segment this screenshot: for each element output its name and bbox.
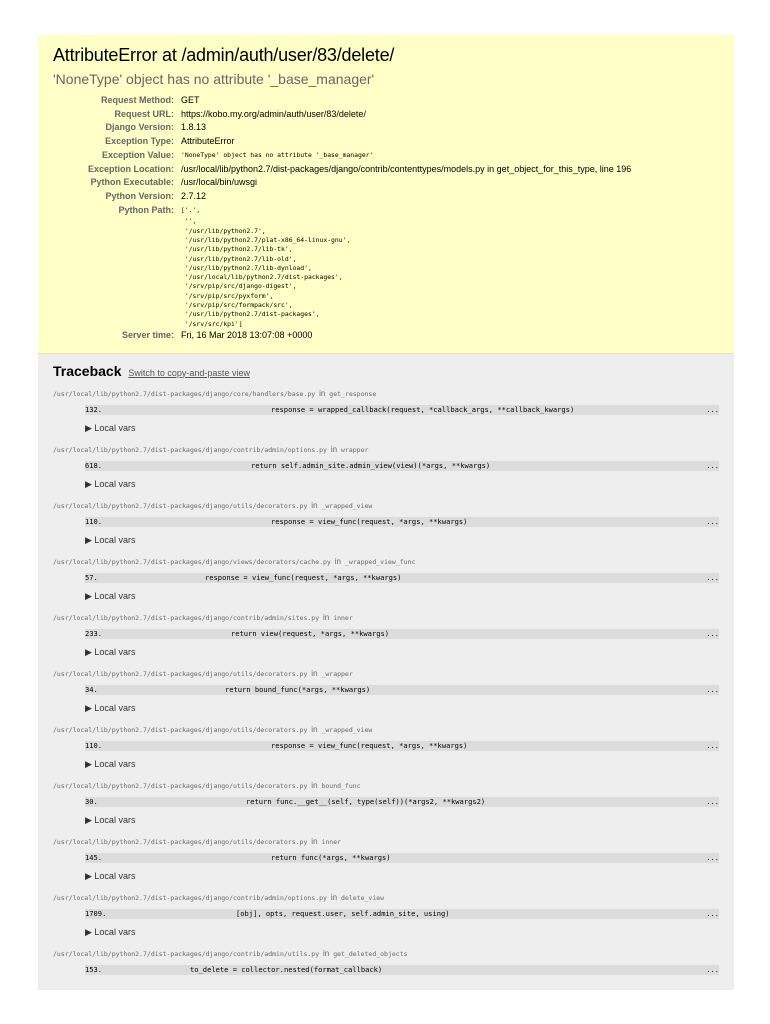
meta-value: 'NoneType' object has no attribute '_base_manager' bbox=[181, 150, 374, 159]
frame-function: get_deleted_objects bbox=[333, 949, 408, 958]
context-line[interactable] bbox=[85, 573, 719, 583]
meta-label: Server time: bbox=[121, 329, 174, 340]
local-vars-toggle[interactable]: ▶ Local vars bbox=[85, 814, 136, 825]
local-vars-toggle[interactable]: ▶ Local vars bbox=[85, 478, 136, 489]
meta-value: GET bbox=[181, 95, 200, 105]
expand-context-dots[interactable]: ... bbox=[706, 908, 719, 918]
code-snippet: [obj], opts, request.user, self.admin_site, using) bbox=[236, 908, 450, 918]
frame-in-word: in bbox=[311, 724, 318, 734]
traceback-title: Traceback bbox=[53, 362, 122, 379]
frame-function: delete_view bbox=[341, 893, 385, 902]
context-line[interactable] bbox=[85, 797, 719, 807]
frame-function: wrapper bbox=[341, 445, 369, 454]
frame-location bbox=[53, 892, 719, 904]
line-number: 145. bbox=[85, 852, 103, 862]
code-snippet: return view(request, *args, **kwargs) bbox=[231, 628, 390, 638]
meta-label: Django Version: bbox=[105, 122, 174, 133]
meta-value: Fri, 16 Mar 2018 13:07:08 +0000 bbox=[181, 329, 313, 340]
python-path-entry: '/srv/pip/src/pyxform', bbox=[181, 291, 274, 300]
line-number: 1709. bbox=[85, 908, 107, 918]
frame-location bbox=[53, 724, 719, 736]
meta-label: Exception Value: bbox=[101, 149, 174, 160]
frame-location bbox=[53, 388, 719, 400]
context-line[interactable] bbox=[85, 405, 719, 415]
python-path-entry: ['.', bbox=[181, 205, 201, 214]
frame-file-path: /usr/local/lib/python2.7/dist-packages/django/utils/decorators.py bbox=[53, 725, 308, 734]
frame-function: get_response bbox=[329, 389, 377, 398]
python-path-entry: '/usr/lib/python2.7', bbox=[181, 226, 266, 235]
traceback-section bbox=[38, 354, 734, 990]
line-number: 30. bbox=[85, 796, 98, 806]
frame-in-word: in bbox=[311, 500, 318, 510]
frame-file-path: /usr/local/lib/python2.7/dist-packages/django/utils/decorators.py bbox=[53, 669, 308, 678]
frame-in-word: in bbox=[323, 948, 330, 958]
code-snippet: response = view_func(request, *args, **kwargs) bbox=[271, 740, 468, 750]
code-snippet: return func(*args, **kwargs) bbox=[271, 852, 391, 862]
frame-in-word: in bbox=[311, 780, 318, 790]
python-path-entry: '/usr/lib/python2.7/lib-tk', bbox=[181, 245, 293, 254]
line-number: 618. bbox=[85, 460, 103, 470]
frame-file-path: /usr/local/lib/python2.7/dist-packages/django/views/decorators/cache.py bbox=[53, 557, 331, 566]
local-vars-toggle[interactable]: ▶ Local vars bbox=[85, 870, 136, 881]
context-line[interactable] bbox=[85, 461, 719, 471]
request-meta-table bbox=[53, 94, 631, 343]
context-line[interactable] bbox=[85, 685, 719, 695]
traceback-frame bbox=[53, 444, 719, 490]
error-summary bbox=[38, 35, 734, 354]
traceback-frame bbox=[53, 668, 719, 714]
traceback-frame bbox=[53, 612, 719, 658]
traceback-frame bbox=[53, 836, 719, 882]
frame-in-word: in bbox=[319, 388, 326, 398]
code-snippet: return func.__get__(self, type(self))(*args2, **kwargs2) bbox=[246, 796, 486, 806]
error-title: AttributeError at /admin/auth/user/83/delete/ bbox=[53, 45, 395, 65]
line-number: 153. bbox=[85, 964, 103, 974]
traceback-frame bbox=[53, 556, 719, 602]
frame-function: _wrapped_view bbox=[321, 501, 373, 510]
frame-location bbox=[53, 836, 719, 848]
code-snippet: return self.admin_site.admin_view(view)(*args, **kwargs) bbox=[251, 460, 491, 470]
meta-row bbox=[53, 163, 631, 177]
python-path-entry: '/usr/local/lib/python2.7/dist-packages', bbox=[181, 273, 343, 282]
meta-row bbox=[53, 204, 631, 329]
frame-file-path: /usr/local/lib/python2.7/dist-packages/django/contrib/admin/options.py bbox=[53, 445, 327, 454]
frame-function: bound_func bbox=[321, 781, 361, 790]
python-path-entry: '/srv/src/kpi'] bbox=[181, 319, 243, 328]
frame-location bbox=[53, 780, 719, 792]
traceback-frame bbox=[53, 724, 719, 770]
meta-label: Exception Type: bbox=[105, 136, 174, 147]
frame-list bbox=[53, 388, 719, 975]
expand-context-dots[interactable]: ... bbox=[706, 404, 719, 414]
traceback-frame bbox=[53, 948, 719, 975]
meta-row bbox=[53, 108, 631, 122]
meta-row bbox=[53, 149, 631, 163]
traceback-frame bbox=[53, 388, 719, 434]
local-vars-toggle[interactable]: ▶ Local vars bbox=[85, 590, 136, 601]
meta-value: 1.8.13 bbox=[181, 122, 207, 133]
context-line[interactable] bbox=[85, 909, 719, 919]
python-path-entry: '/srv/pip/src/django-digest', bbox=[181, 282, 297, 291]
context-line[interactable] bbox=[85, 965, 719, 975]
code-snippet: response = view_func(request, *args, **kwargs) bbox=[271, 516, 468, 526]
frame-in-word: in bbox=[334, 556, 342, 566]
code-snippet: return bound_func(*args, **kwargs) bbox=[225, 684, 371, 694]
local-vars-toggle[interactable]: ▶ Local vars bbox=[85, 422, 136, 433]
frame-file-path: /usr/local/lib/python2.7/dist-packages/django/utils/decorators.py bbox=[53, 501, 308, 510]
frame-location bbox=[53, 500, 719, 512]
local-vars-toggle[interactable]: ▶ Local vars bbox=[85, 758, 136, 769]
python-path-entry: '/usr/lib/python2.7/lib-dynload', bbox=[181, 263, 312, 272]
frame-file-path: /usr/local/lib/python2.7/dist-packages/django/contrib/admin/options.py bbox=[53, 893, 327, 902]
frame-location bbox=[53, 668, 719, 680]
frame-function: _wrapper bbox=[321, 669, 353, 678]
meta-value: AttributeError bbox=[181, 136, 235, 147]
expand-context-dots[interactable]: ... bbox=[706, 796, 719, 806]
line-number: 132. bbox=[85, 404, 103, 414]
frame-in-word: in bbox=[330, 444, 338, 454]
frame-file-path: /usr/local/lib/python2.7/dist-packages/django/utils/decorators.py bbox=[53, 781, 308, 790]
meta-row bbox=[53, 121, 631, 135]
traceback-heading bbox=[53, 362, 719, 382]
meta-row bbox=[53, 176, 631, 190]
error-message: 'NoneType' object has no attribute '_base_manager' bbox=[53, 71, 375, 87]
meta-row bbox=[53, 329, 631, 343]
python-path-entry: '/usr/lib/python2.7/lib-old', bbox=[181, 254, 297, 263]
debug-page bbox=[38, 35, 734, 990]
python-path-entry: '/usr/lib/python2.7/plat-x86_64-linux-gnu', bbox=[181, 235, 351, 244]
traceback-frame bbox=[53, 500, 719, 546]
frame-function: inner bbox=[333, 613, 353, 622]
switch-copy-paste-link[interactable]: Switch to copy-and-paste view bbox=[128, 367, 250, 378]
frame-location bbox=[53, 948, 719, 960]
meta-label: Request URL: bbox=[114, 108, 174, 119]
context-line[interactable] bbox=[85, 629, 719, 639]
line-number: 57. bbox=[85, 572, 98, 582]
line-number: 34. bbox=[85, 684, 98, 694]
meta-label: Request Method: bbox=[101, 95, 174, 105]
meta-row bbox=[53, 94, 631, 108]
line-number: 110. bbox=[85, 740, 103, 750]
frame-location bbox=[53, 556, 719, 568]
frame-location bbox=[53, 612, 719, 624]
python-path-value bbox=[178, 204, 631, 329]
python-path-entry: '', bbox=[181, 217, 197, 226]
frame-in-word: in bbox=[323, 612, 330, 622]
line-number: 233. bbox=[85, 628, 103, 638]
expand-context-dots[interactable]: ... bbox=[706, 964, 719, 974]
meta-label: Python Path: bbox=[118, 204, 174, 215]
frame-file-path: /usr/local/lib/python2.7/dist-packages/django/utils/decorators.py bbox=[53, 837, 308, 846]
expand-context-dots[interactable]: ... bbox=[706, 460, 719, 470]
meta-value: 2.7.12 bbox=[181, 190, 207, 201]
meta-label: Python Executable: bbox=[90, 177, 174, 188]
meta-label: Python Version: bbox=[105, 190, 174, 201]
frame-file-path: /usr/local/lib/python2.7/dist-packages/django/core/handlers/base.py bbox=[53, 389, 316, 398]
meta-value: /usr/local/lib/python2.7/dist-packages/django/contrib/contenttypes/models.py in get_object_for_this_type, line 196 bbox=[181, 163, 632, 174]
python-path-entry: '/usr/lib/python2.7/dist-packages', bbox=[181, 310, 320, 319]
frame-function: inner bbox=[321, 837, 342, 846]
expand-context-dots[interactable]: ... bbox=[706, 684, 719, 694]
frame-in-word: in bbox=[330, 892, 338, 902]
local-vars-toggle[interactable]: ▶ Local vars bbox=[85, 646, 136, 657]
frame-file-path: /usr/local/lib/python2.7/dist-packages/django/contrib/admin/sites.py bbox=[53, 613, 320, 622]
local-vars-toggle[interactable]: ▶ Local vars bbox=[85, 926, 136, 937]
context-line[interactable] bbox=[85, 517, 719, 527]
frame-file-path: /usr/local/lib/python2.7/dist-packages/django/contrib/admin/utils.py bbox=[53, 949, 320, 958]
code-snippet: response = view_func(request, *args, **kwargs) bbox=[205, 572, 402, 582]
meta-row bbox=[53, 190, 631, 204]
expand-context-dots[interactable]: ... bbox=[706, 516, 719, 526]
expand-context-dots[interactable]: ... bbox=[706, 852, 719, 862]
meta-label: Exception Location: bbox=[87, 163, 174, 174]
local-vars-toggle[interactable]: ▶ Local vars bbox=[85, 534, 136, 545]
frame-in-word: in bbox=[311, 836, 318, 846]
traceback-frame bbox=[53, 780, 719, 826]
python-path-entry: '/srv/pip/src/formpack/src', bbox=[181, 301, 293, 309]
context-line[interactable] bbox=[85, 853, 719, 863]
traceback-frame bbox=[53, 892, 719, 938]
frame-function: _wrapped_view_func bbox=[344, 557, 416, 566]
frame-location bbox=[53, 444, 719, 456]
frame-in-word: in bbox=[311, 668, 318, 678]
line-number: 110. bbox=[85, 516, 103, 526]
context-line[interactable] bbox=[85, 741, 719, 751]
frame-function: _wrapped_view bbox=[321, 725, 373, 734]
meta-value: /usr/local/bin/uwsgi bbox=[181, 177, 258, 188]
meta-row bbox=[53, 135, 631, 149]
expand-context-dots[interactable]: ... bbox=[706, 740, 719, 750]
expand-context-dots[interactable]: ... bbox=[706, 572, 719, 582]
code-snippet: to_delete = collector.nested(format_callback) bbox=[190, 964, 383, 974]
local-vars-toggle[interactable]: ▶ Local vars bbox=[85, 702, 136, 713]
expand-context-dots[interactable]: ... bbox=[706, 628, 719, 638]
code-snippet: response = wrapped_callback(request, *callback_args, **callback_kwargs) bbox=[271, 404, 575, 414]
meta-value: https://kobo.my.org/admin/auth/user/83/delete/ bbox=[181, 108, 366, 119]
